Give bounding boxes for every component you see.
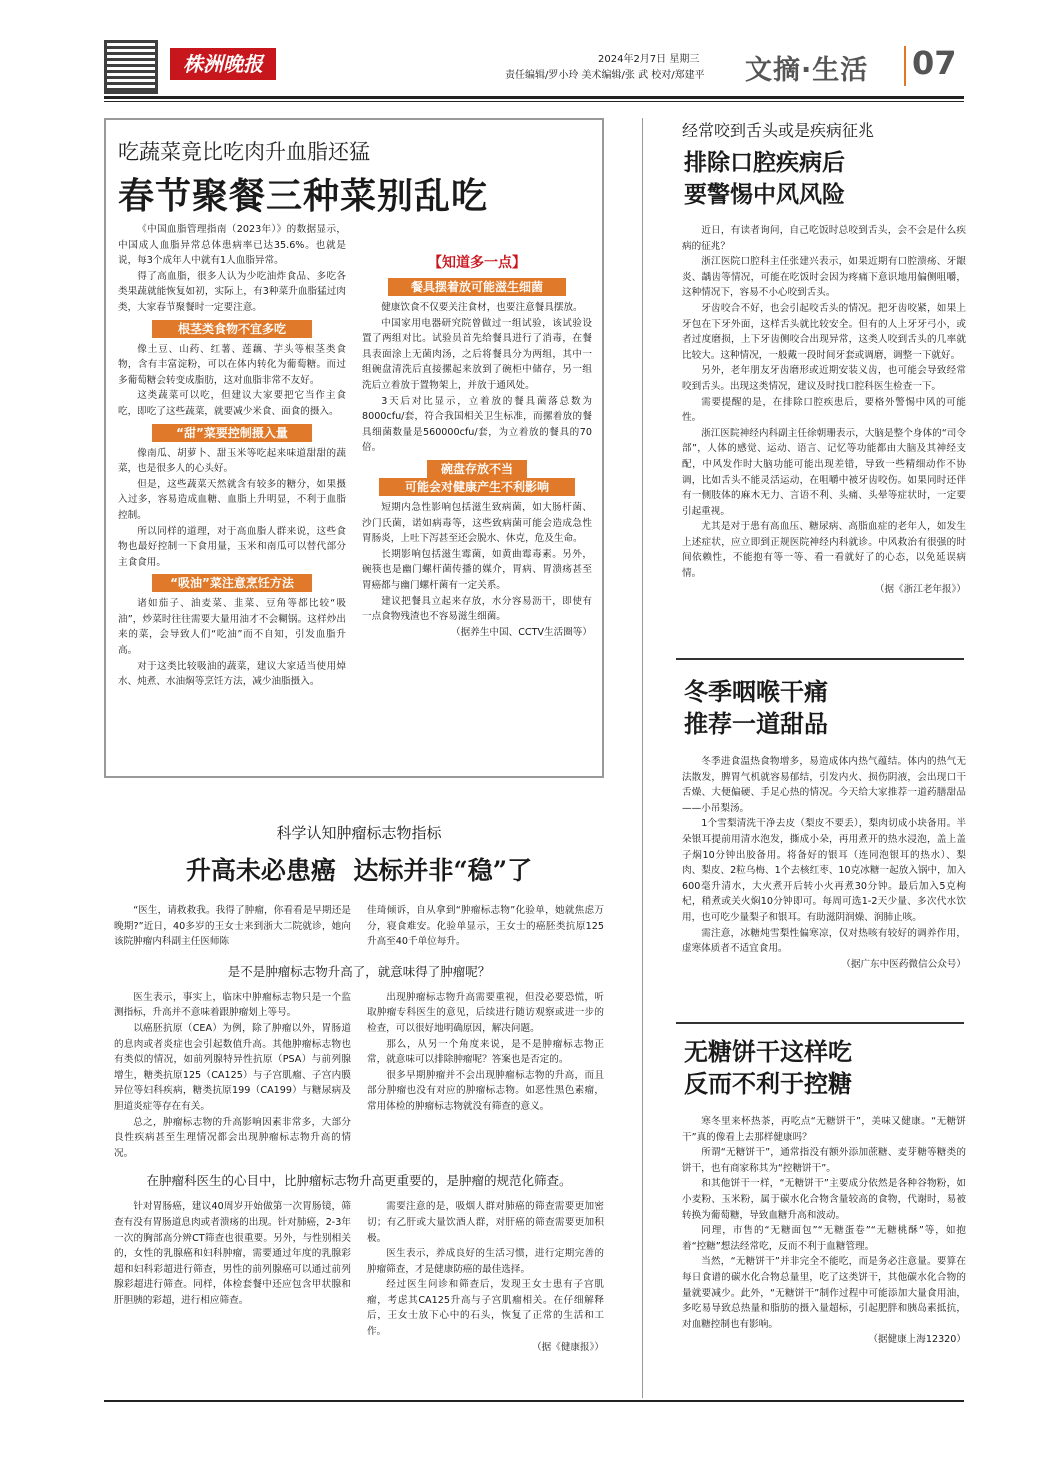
a2-title (684, 147, 966, 211)
a1-col-right (362, 222, 592, 641)
source-note: （据广东中医药微信公众号） (841, 958, 966, 970)
a1-col-left (118, 222, 346, 690)
source-note: （据健康上海12320） (868, 1334, 966, 1346)
paragraph: 需注意，冰糖炖雪梨性偏寒凉，仅对热咳有较好的调养作用，虚寒体质者不适宜食用。 (682, 927, 966, 955)
article-holiday-vegetables (104, 118, 604, 778)
article-tumor-markers (104, 822, 614, 1356)
paragraph: 诸如茄子、油麦菜、韭菜、豆角等都比较“吸油”，炒菜时往往需要大量用油才不会糊锅。这样炒出来的菜，会导致人们“吃油”而不自知，引发血脂升高。 (118, 598, 346, 657)
a4-title-line: 反而不利于控糖 (684, 1069, 852, 1098)
paragraph: 出现肿瘤标志物升高需要重视，但没必要恐慌，听取肿瘤专科医生的意见，后续进行随访观察或进一步的检查，可以很好地明确原因，解决问题。 (367, 991, 604, 1034)
a3-title-line: 冬季咽喉干痛 (684, 677, 828, 706)
section-title: 文摘·生活 (745, 55, 869, 86)
paragraph: 《中国血脂管理指南（2023年）》的数据显示，中国成人血脂异常总体患病率已达35.6%。也就是说，每3个成年人中就有1人血脂异常。 (118, 224, 346, 267)
paragraph: 得了高血脂，很多人认为少吃油炸食品、多吃各类果蔬就能恢复如初，实际上，有3种菜升血脂猛过肉类，大家春节聚餐时一定要注意。 (118, 270, 346, 313)
paragraph: 同理，市售的“无糖面包”“无糖蛋卷”“无糖桃酥”等，如抱着“控糖”想法经常吃，反而不利于血糖管理。 (682, 1225, 966, 1252)
paragraph: 佳琦倾诉，自从拿到“肿瘤标志物”化验单，她就焦虑万分，寝食难安。化验单显示，王女士的癌胚类抗原125升高至40千单位每升。 (367, 905, 604, 948)
section-divider (904, 46, 906, 86)
paragraph: 需要提醒的是，在排除口腔疾患后，要格外警惕中风的可能性。 (682, 396, 966, 424)
paragraph: 所以同样的道理，对于高血脂人群来说，这些食物也最好控制一下食用量，玉米和南瓜可以替代部分主食食用。 (118, 525, 346, 568)
paragraph: 寒冬里来杯热茶，再吃点“无糖饼干”，美味又健康。“无糖饼干”真的像看上去那样健康吗？ (682, 1116, 966, 1143)
source-note: （据养生中国、CCTV生活圈等） (451, 626, 592, 638)
paragraph: 长期影响包括滋生霉菌，如黄曲霉毒素。另外，碗筷也是幽门螺杆菌传播的媒介，胃病、胃溃疡甚至胃癌都与幽门螺杆菌有一定关系。 (362, 548, 592, 591)
paragraph: 健康饮食不仅要关注食材，也要注意餐具摆放。 (381, 302, 583, 313)
paragraph: 当然，“无糖饼干”并非完全不能吃，而是务必注意量。要算在每日食谱的碳水化合物总量里，吃了这类饼干，其他碳水化合物的量就要减少。此外，“无糖饼干”制作过程中可能添加大量食用油，多吃易导致总热量和脂肪的摄入量超标，引起肥胖和胰岛素抵抗，对血糖控制也有影响。 (682, 1256, 966, 1330)
paragraph: 浙江医院口腔科主任张建兴表示，如果近期有口腔溃疡、牙龈炎、龋齿等情况，可能在吃饭时会因为疼痛下意识地用偏侧咀嚼，这种情况下，容易不小心咬到舌头。 (682, 256, 966, 299)
paragraph: 短期内急性影响包括滋生致病菌，如大肠杆菌、沙门氏菌，诺如病毒等，这些致病菌可能会造成急性胃肠炎，上吐下泻甚至还会脱水、休克，危及生命。 (362, 501, 592, 545)
source-note: （据《浙江老年报》） (874, 583, 966, 595)
paragraph: 近日，有读者询问，自己吃饭时总咬到舌头，会不会是什么疾病的征兆？ (682, 225, 966, 252)
subheading: 可能会对健康产生不利影响 (379, 478, 575, 496)
know-more-box: 【知道多一点】 (428, 255, 526, 271)
article-sugar-free-biscuits (676, 1036, 966, 1348)
a1-title: 春节聚餐三种菜别乱吃 (118, 175, 489, 217)
paragraph: 另外，老年朋友牙齿磨形或近期安装义齿，也可能会导致经常咬到舌头。出现这类情况，建议及时找口腔科医生检查一下。 (682, 365, 966, 392)
a5-kicker: 科学认知肿瘤标志物指标 (276, 824, 442, 842)
a3-title-line: 推荐一道甜品 (684, 709, 828, 738)
paragraph: 3天后对比显示，立着放的餐具菌落总数为8000cfu/套，符合我国相关卫生标准，而摞着放的餐具细菌数量是560000cfu/套，为立着放的餐具的70倍。 (362, 395, 592, 454)
newspaper-logo: 株洲晚报 (170, 48, 276, 80)
a5-title: 升高未必患癌 达标并非“稳”了 (185, 856, 533, 885)
paragraph: 以癌胚抗原（CEA）为例，除了肿瘤以外，胃肠道的息肉或者炎症也会引起数值升高。其他肿瘤标志物也有类似的情况，如前列腺特异性抗原（PSA）与前列腺增生，糖类抗原125（CA125）与子宫肌瘤、子宫内膜异位等妇科疾病，糖类抗原199（CA199）与糖尿病及胆道炎症等存在有关。 (114, 1022, 351, 1112)
paragraph: 尤其是对于患有高血压、糖尿病、高脂血症的老年人，如发生上述症状，应立即到正规医院神经内科就诊。中风救治有很强的时间依赖性，不能抱有等一等、看一看就好了的心态，以免延误病情。 (682, 521, 966, 580)
paragraph: 建议把餐具立起来存放，水分容易沥干，即使有一点食物残渣也不容易滋生细菌。 (362, 595, 592, 623)
question-heading: 在肿瘤科医生的心目中，比肿瘤标志物升高更重要的，是肿瘤的规范化筛查。 (146, 1173, 572, 1189)
paragraph: 1个雪梨清洗干净去皮（梨皮不要丢），梨肉切成小块备用。半朵银耳提前用清水泡发，撕成小朵，再用煮开的热水浸泡，盖上盖子焖10分钟出胶备用。将备好的银耳（连同泡银耳的热水）、梨肉、梨皮、2粒乌梅、1个去核红枣、10克冰糖一起放入锅中，加入600毫升清水，大火煮开后转小火再煮30分钟。最后加入5克枸杞，稍煮或关火焖10分钟即可。每周可选1-2天少量、多次代水饮用，也可吃少量梨子和银耳。有助滋阴润燥、润肺止咳。 (682, 818, 966, 923)
subheading: 根茎类食物不宜多吃 (152, 320, 312, 338)
paragraph: 冬季进食温热食物增多，易造成体内热气蕴结。体内的热气无法散发，脾胃气机就容易郁结，引发内火、损伤阴液，会出现口干舌燥、大便偏硬、手足心热的情况。今天给大家推荐一道药膳甜品——小吊梨汤。 (682, 756, 966, 814)
paragraph: 中国家用电器研究院曾做过一组试验，该试验设置了两组对比。试验员首先给餐具进行了消毒，在餐具表面涂上无菌肉汤，之后将餐具分为两组，其中一组碗盘清洗后直接摞起来放到了碗柜中储存，另一组洗后立着放于置物架上，并放于通风处。 (362, 317, 592, 391)
paragraph: 需要注意的是，吸烟人群对肺癌的筛查需要更加密切；有乙肝或大量饮酒人群，对肝癌的筛查需要更加积极。 (367, 1201, 604, 1244)
subheading: 碗盘存放不当 (427, 460, 527, 478)
paragraph: 所谓“无糖饼干”，通常指没有额外添加蔗糖、麦芽糖等糖类的饼干，也有商家称其为“控糖饼干”。 (682, 1147, 966, 1174)
separator (676, 658, 964, 660)
paragraph: 医生表示，养成良好的生活习惯，进行定期完善的肿瘤筛查，才是健康防癌的最佳选择。 (367, 1248, 604, 1275)
paragraph: 和其他饼干一样，“无糖饼干”主要成分依然是各种谷物粉，如小麦粉、玉米粉，属于碳水化合物含量较高的食物，代谢时，易被转换为葡萄糖，导致血糖升高和波动。 (682, 1178, 966, 1221)
a2-title-line: 要警惕中风风险 (684, 181, 845, 208)
paragraph: 牙齿咬合不好，也会引起咬舌头的情况。把牙齿咬紧，如果上牙包在下牙外面，这样舌头就比较安全。但有的人上牙牙弓小，或者过度磨损，上下牙齿侧咬合出现异常，这类人咬到舌头的几率就比较大。这种情况，一般戴一段时间牙套或调磨，调整一下就好。 (682, 302, 966, 361)
a4-title (684, 1036, 966, 1100)
paragraph: 浙江医院神经内科副主任徐朝珊表示，大脑是整个身体的“司令部”，人体的感觉、运动、语言、记忆等功能都由大脑及其神经支配，中风发作时大脑功能可能出现差错，导致一些精细动作不协调，比如舌头不能灵活运动，在咀嚼中被牙齿咬伤。如果同时还伴有一侧肢体的麻木无力、言语不利、头痛、头晕等症状时，一定要引起重视。 (682, 427, 966, 517)
source-note: （据《健康报》） (532, 1341, 604, 1353)
a4-title-line: 无糖饼干这样吃 (684, 1037, 852, 1066)
paragraph: “医生，请救救我。我得了肿瘤，你看看是早期还是晚期?”近日，40多岁的王女士来到浙大二院就诊，她向该院肿瘤内科副主任医师陈 (114, 905, 351, 948)
a2-kicker: 经常咬到舌头或是疾病征兆 (682, 121, 875, 140)
paragraph: 这类蔬菜可以吃，但建议大家要把它当作主食吃，即吃了这些蔬菜，就要减少米食、面食的摄入。 (118, 390, 346, 417)
page-number: 07 (912, 44, 957, 82)
editor-credits: 责任编辑/罗小玲 美术编辑/张 武 校对/郑建平 (505, 70, 705, 81)
article-tongue-biting (676, 118, 966, 598)
subheading: “吸油”菜注意烹饪方法 (152, 574, 312, 592)
separator (676, 1022, 964, 1024)
paragraph: 但是，这些蔬菜天然就含有较多的糖分，如果摄入过多，容易造成血糖、血脂上升明显，不利于血脂控制。 (118, 478, 346, 521)
footer-rule (104, 1400, 964, 1402)
column-divider (642, 118, 643, 1398)
paragraph: 针对胃肠癌，建议40周岁开始做第一次胃肠镜，筛查有没有胃肠道息肉或者溃疡的出现。针对肺癌，2-3年一次的胸部高分辨CT筛查也很重要。另外，与性别相关的，女性的乳腺癌和妇科肿瘤，需要通过年度的乳腺彩超和妇科彩超进行筛查，男性的前列腺癌可以通过前列腺彩超进行筛查。同样，体检套餐中还应包含甲状腺和肝胆胰的彩超，进行相应筛查。 (114, 1201, 351, 1306)
article-winter-dessert (676, 676, 966, 973)
a2-title-line: 排除口腔疾病后 (684, 149, 845, 176)
paragraph: 对于这类比较吸油的蔬菜，建议大家适当使用焯水、炖煮、水油焖等烹饪方法，减少油脂摄入。 (118, 660, 346, 688)
qr-code (104, 40, 158, 94)
paragraph: 医生表示，事实上，临床中肿瘤标志物只是一个监测指标，升高并不意味着跟肿瘤划上等号。 (114, 991, 351, 1019)
question-heading: 是不是肿瘤标志物升高了，就意味得了肿瘤呢？ (227, 963, 491, 979)
subheading: “甜”菜要控制摄入量 (152, 424, 312, 442)
issue-date: 2024年2月7日 星期三 (598, 54, 700, 65)
a1-kicker: 吃蔬菜竟比吃肉升血脂还猛 (118, 140, 370, 164)
a3-title (684, 676, 966, 740)
header-rule-thin (104, 101, 964, 102)
subheading: 餐具摆着放可能滋生细菌 (388, 278, 566, 296)
paragraph: 经过医生问诊和筛查后，发现王女士患有子宫肌瘤，考虑其CA125升高与子宫肌瘤相关。在仔细解释后，王女士放下心中的石头，恢复了正常的生活和工作。 (367, 1279, 604, 1338)
paragraph: 像南瓜、胡萝卜、甜玉米等吃起来味道甜甜的蔬菜，也是很多人的心头好。 (118, 447, 346, 475)
paragraph: 像土豆、山药、红薯、莲藕、芋头等根茎类食物，含有丰富淀粉，可以在体内转化为葡萄糖。而过多葡萄糖会转变成脂肪，这对血脂非常不友好。 (118, 343, 346, 386)
paragraph: 总之，肿瘤标志物的升高影响因素非常多，大部分良性疾病甚至生理情况都会出现肿瘤标志物升高的情况。 (114, 1116, 351, 1159)
paragraph: 很多早期肿瘤并不会出现肿瘤标志物的升高，而且部分肿瘤也没有对应的肿瘤标志物。如恶性黑色素瘤，常用体检的肿瘤标志物就没有筛查的意义。 (367, 1069, 604, 1112)
header-rule (104, 96, 964, 99)
paragraph: 那么，从另一个角度来说，是不是肿瘤标志物正常，就意味可以排除肿瘤呢？答案也是否定的。 (367, 1038, 604, 1066)
